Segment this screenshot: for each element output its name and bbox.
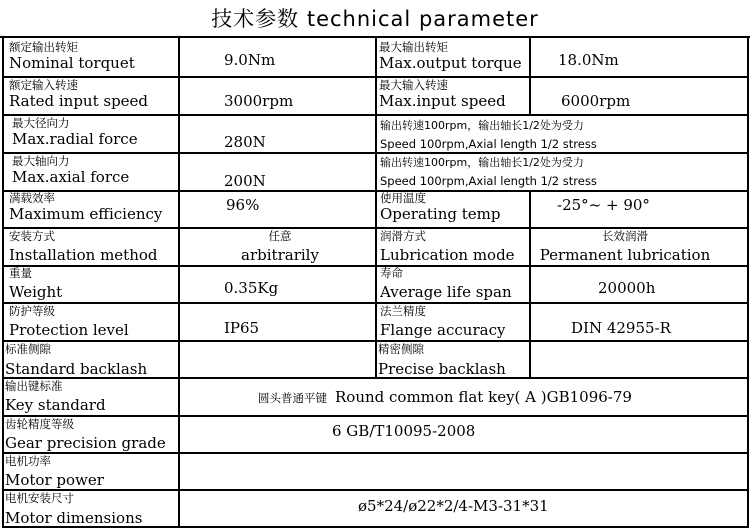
value-max-output-torque: 18.0Nm (558, 51, 619, 69)
table-title: 技术参数 technical parameter (0, 0, 750, 38)
value-max-radial-force: 280N (224, 133, 266, 151)
column-divider (178, 38, 180, 528)
row-divider (2, 415, 748, 417)
table-right-border (747, 38, 749, 528)
table-left-border (2, 38, 4, 528)
note-radial-force: 输出转速100rpm，输出轴长1/2处为受力 Speed 100rpm,Axial length 1/2 stress (380, 119, 597, 151)
row-divider (2, 489, 748, 491)
column-divider (529, 190, 531, 377)
label-weight: 重量 Weight (9, 267, 63, 301)
value-weight: 0.35Kg (224, 279, 279, 297)
value-average-life-span: 20000h (598, 279, 656, 297)
label-motor-power: 电机功率 Motor power (5, 455, 104, 489)
value-installation-method: 任意 arbitrarily (241, 230, 319, 264)
value-flange-accuracy: DIN 42955-R (571, 319, 671, 337)
label-gear-precision-grade: 齿轮精度等级 Gear precision grade (5, 418, 166, 452)
label-operating-temp: 使用温度 Operating temp (380, 192, 501, 223)
label-max-input-speed: 最大输入转速 Max.input speed (379, 79, 506, 110)
value-key-standard: 圆头普通平键 Round common flat key( A )GB1096-79 (258, 388, 632, 406)
note-axial-force: 输出转速100rpm，输出轴长1/2处为受力 Speed 100rpm,Axial length 1/2 stress (380, 156, 597, 188)
label-precise-backlash: 精密侧隙 Precise backlash (378, 343, 506, 378)
value-gear-precision-grade: 6 GB/T10095-2008 (332, 422, 476, 440)
row-divider (2, 452, 748, 454)
label-max-radial-force: 最大径向力 Max.radial force (12, 117, 138, 148)
value-lubrication-mode: 长效润滑 Permanent lubrication (539, 230, 711, 264)
label-rated-input-speed: 额定输入转速 Rated input speed (9, 79, 149, 110)
value-rated-input-speed: 3000rpm (224, 92, 294, 110)
label-average-life-span: 寿命 Average life span (380, 267, 512, 301)
label-standard-backlash: 标准侧隙 Standard backlash (5, 343, 148, 378)
label-nominal-torque: 额定输出转矩 Nominal torquet (9, 41, 135, 72)
label-max-axial-force: 最大轴向力 Max.axial force (12, 155, 130, 186)
label-key-standard: 输出键标准 Key standard (5, 380, 106, 414)
label-motor-dimensions: 电机安装尺寸 Motor dimensions (5, 492, 143, 527)
value-max-input-speed: 6000rpm (561, 92, 631, 110)
value-motor-dimensions: ø5*24/ø22*2/4-M3-31*31 (358, 497, 549, 515)
value-operating-temp: -25°~ + 90° (557, 196, 650, 214)
value-protection-level: IP65 (224, 319, 260, 337)
value-nominal-torque: 9.0Nm (224, 51, 276, 69)
label-lubrication-mode: 润滑方式 Lubrication mode (380, 230, 515, 264)
label-max-efficiency: 满载效率 Maximum efficiency (9, 192, 163, 223)
column-divider (529, 38, 531, 114)
label-max-output-torque: 最大输出转矩 Max.output torque (379, 41, 522, 72)
value-max-axial-force: 200N (224, 172, 266, 190)
label-flange-accuracy: 法兰精度 Flange accuracy (380, 305, 506, 339)
label-protection-level: 防护等级 Protection level (9, 305, 129, 339)
value-max-efficiency: 96% (226, 196, 260, 214)
column-divider (375, 38, 377, 377)
label-installation-method: 安装方式 Installation method (9, 230, 158, 264)
